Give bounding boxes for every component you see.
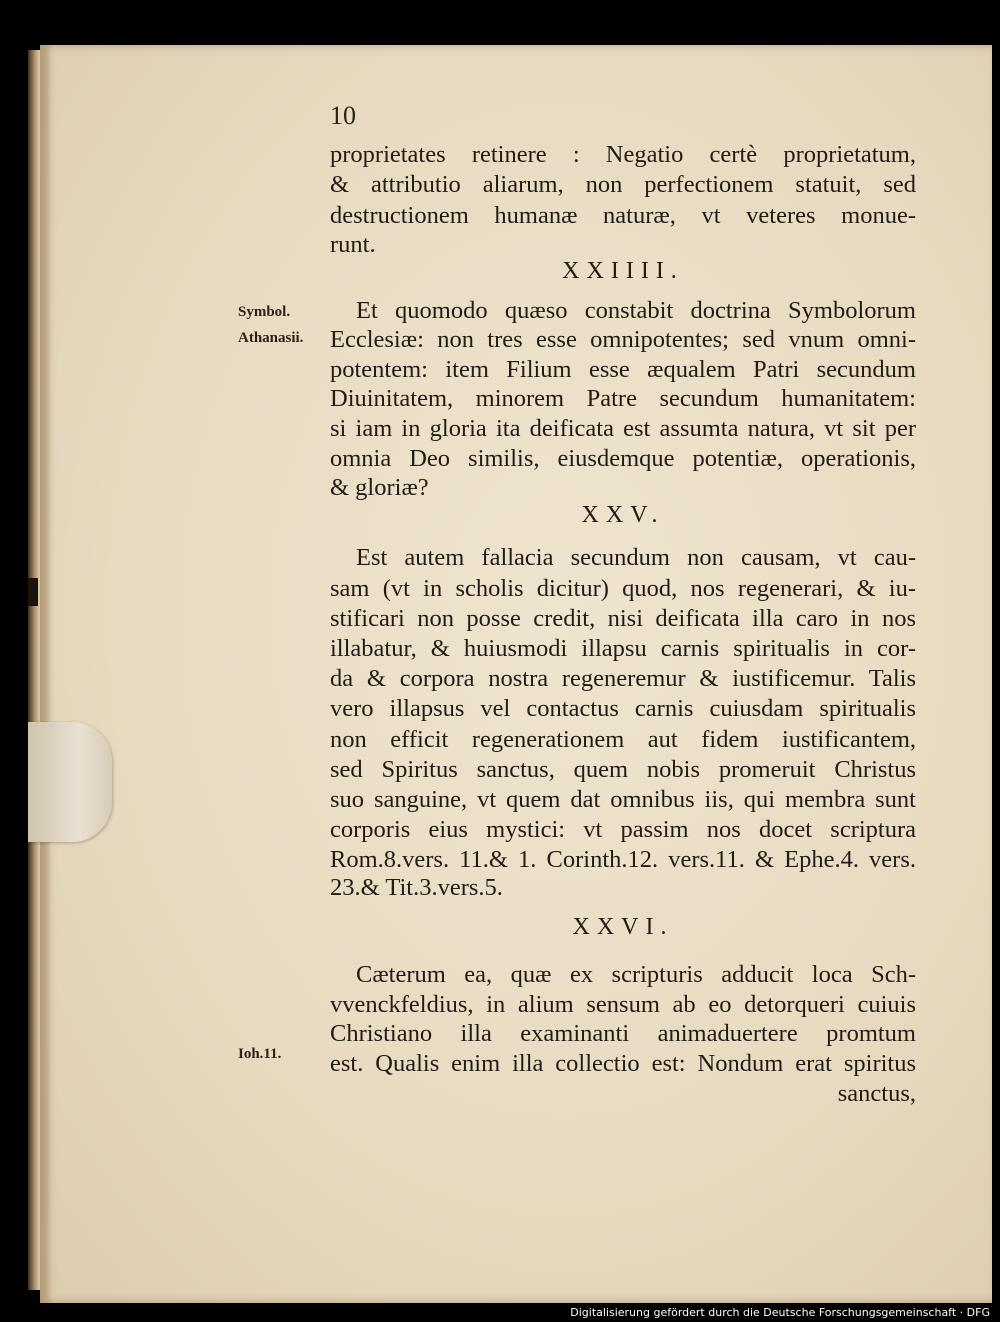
- text-line: corporis eius mystici: vt passim nos docet scriptura: [330, 816, 916, 843]
- text-line: illabatur, & huiusmodi illapsu carnis spiritualis in cor-: [330, 635, 916, 662]
- section-heading: XXV.: [581, 502, 665, 528]
- text-line: Et quomodo quæso constabit doctrina Symbolorum: [356, 297, 916, 324]
- text-line: suo sanguine, vt quem dat omnibus iis, qui membra sunt: [330, 786, 916, 813]
- text-line: Christiano illa examinanti animaduertere promtum: [330, 1020, 916, 1047]
- text-line: proprietates retinere : Negatio certè proprietatum,: [330, 141, 916, 168]
- text-line: sam (vt in scholis dicitur) quod, nos regenerari, & iu-: [330, 575, 916, 602]
- text-line: Est autem fallacia secundum non causam, vt cau-: [356, 544, 916, 571]
- marginal-note: Symbol.: [238, 304, 291, 320]
- text-line: runt.: [330, 231, 376, 258]
- text-line: Ecclesiæ: non tres esse omnipotentes; sed vnum omni-: [330, 326, 916, 353]
- text-line: si iam in gloria ita deificata est assumta natura, vt sit per: [330, 415, 916, 442]
- text-line: vero illapsus vel contactus carnis cuiusdam spiritualis: [330, 695, 916, 722]
- text-line: & attributio aliarum, non perfectionem statuit, sed: [330, 171, 916, 198]
- catchword: sanctus,: [837, 1080, 916, 1107]
- page-tab-marker: [28, 722, 112, 842]
- marginal-note: Athanasii.: [238, 330, 304, 346]
- binding-clip: [28, 578, 38, 606]
- text-line: destructionem humanæ naturæ, vt veteres monue-: [330, 202, 916, 229]
- text-line: stificari non posse credit, nisi deificata illa caro in nos: [330, 605, 916, 632]
- marginal-note: Ioh.11.: [238, 1046, 282, 1062]
- text-line: sed Spiritus sanctus, quem nobis promeruit Christus: [330, 756, 916, 783]
- digitization-credit: Digitalisierung gefördert durch die Deutsche Forschungsgemeinschaft · DFG: [570, 1306, 990, 1319]
- text-line: 23.& Tit.3.vers.5.: [330, 874, 503, 901]
- text-line: Diuinitatem, minorem Patre secundum humanitatem:: [330, 385, 916, 412]
- text-line: non efficit regenerationem aut fidem iustificantem,: [330, 726, 916, 753]
- text-line: da & corpora nostra regeneremur & iustificemur. Talis: [330, 665, 916, 692]
- text-line: est. Qualis enim illa collectio est: Nondum erat spiritus: [330, 1050, 916, 1077]
- page-number: 10: [330, 101, 356, 130]
- text-line: omnia Deo similis, eiusdemque potentiæ, operationis,: [330, 445, 916, 472]
- text-line: Cæterum ea, quæ ex scripturis adducit loca Sch-: [356, 961, 916, 988]
- text-line: potentem: item Filium esse æqualem Patri secundum: [330, 356, 916, 383]
- section-heading: XXIIII.: [562, 258, 684, 284]
- page-gutter-shadow: [40, 45, 52, 1303]
- section-heading: XXVI.: [572, 914, 674, 940]
- text-line: Rom.8.vers. 11.& 1. Corinth.12. vers.11. & Ephe.4. vers.: [330, 846, 916, 873]
- text-line: & gloriæ?: [330, 474, 429, 501]
- text-line: vvenckfeldius, in alium sensum ab eo detorqueri cuiuis: [330, 991, 916, 1018]
